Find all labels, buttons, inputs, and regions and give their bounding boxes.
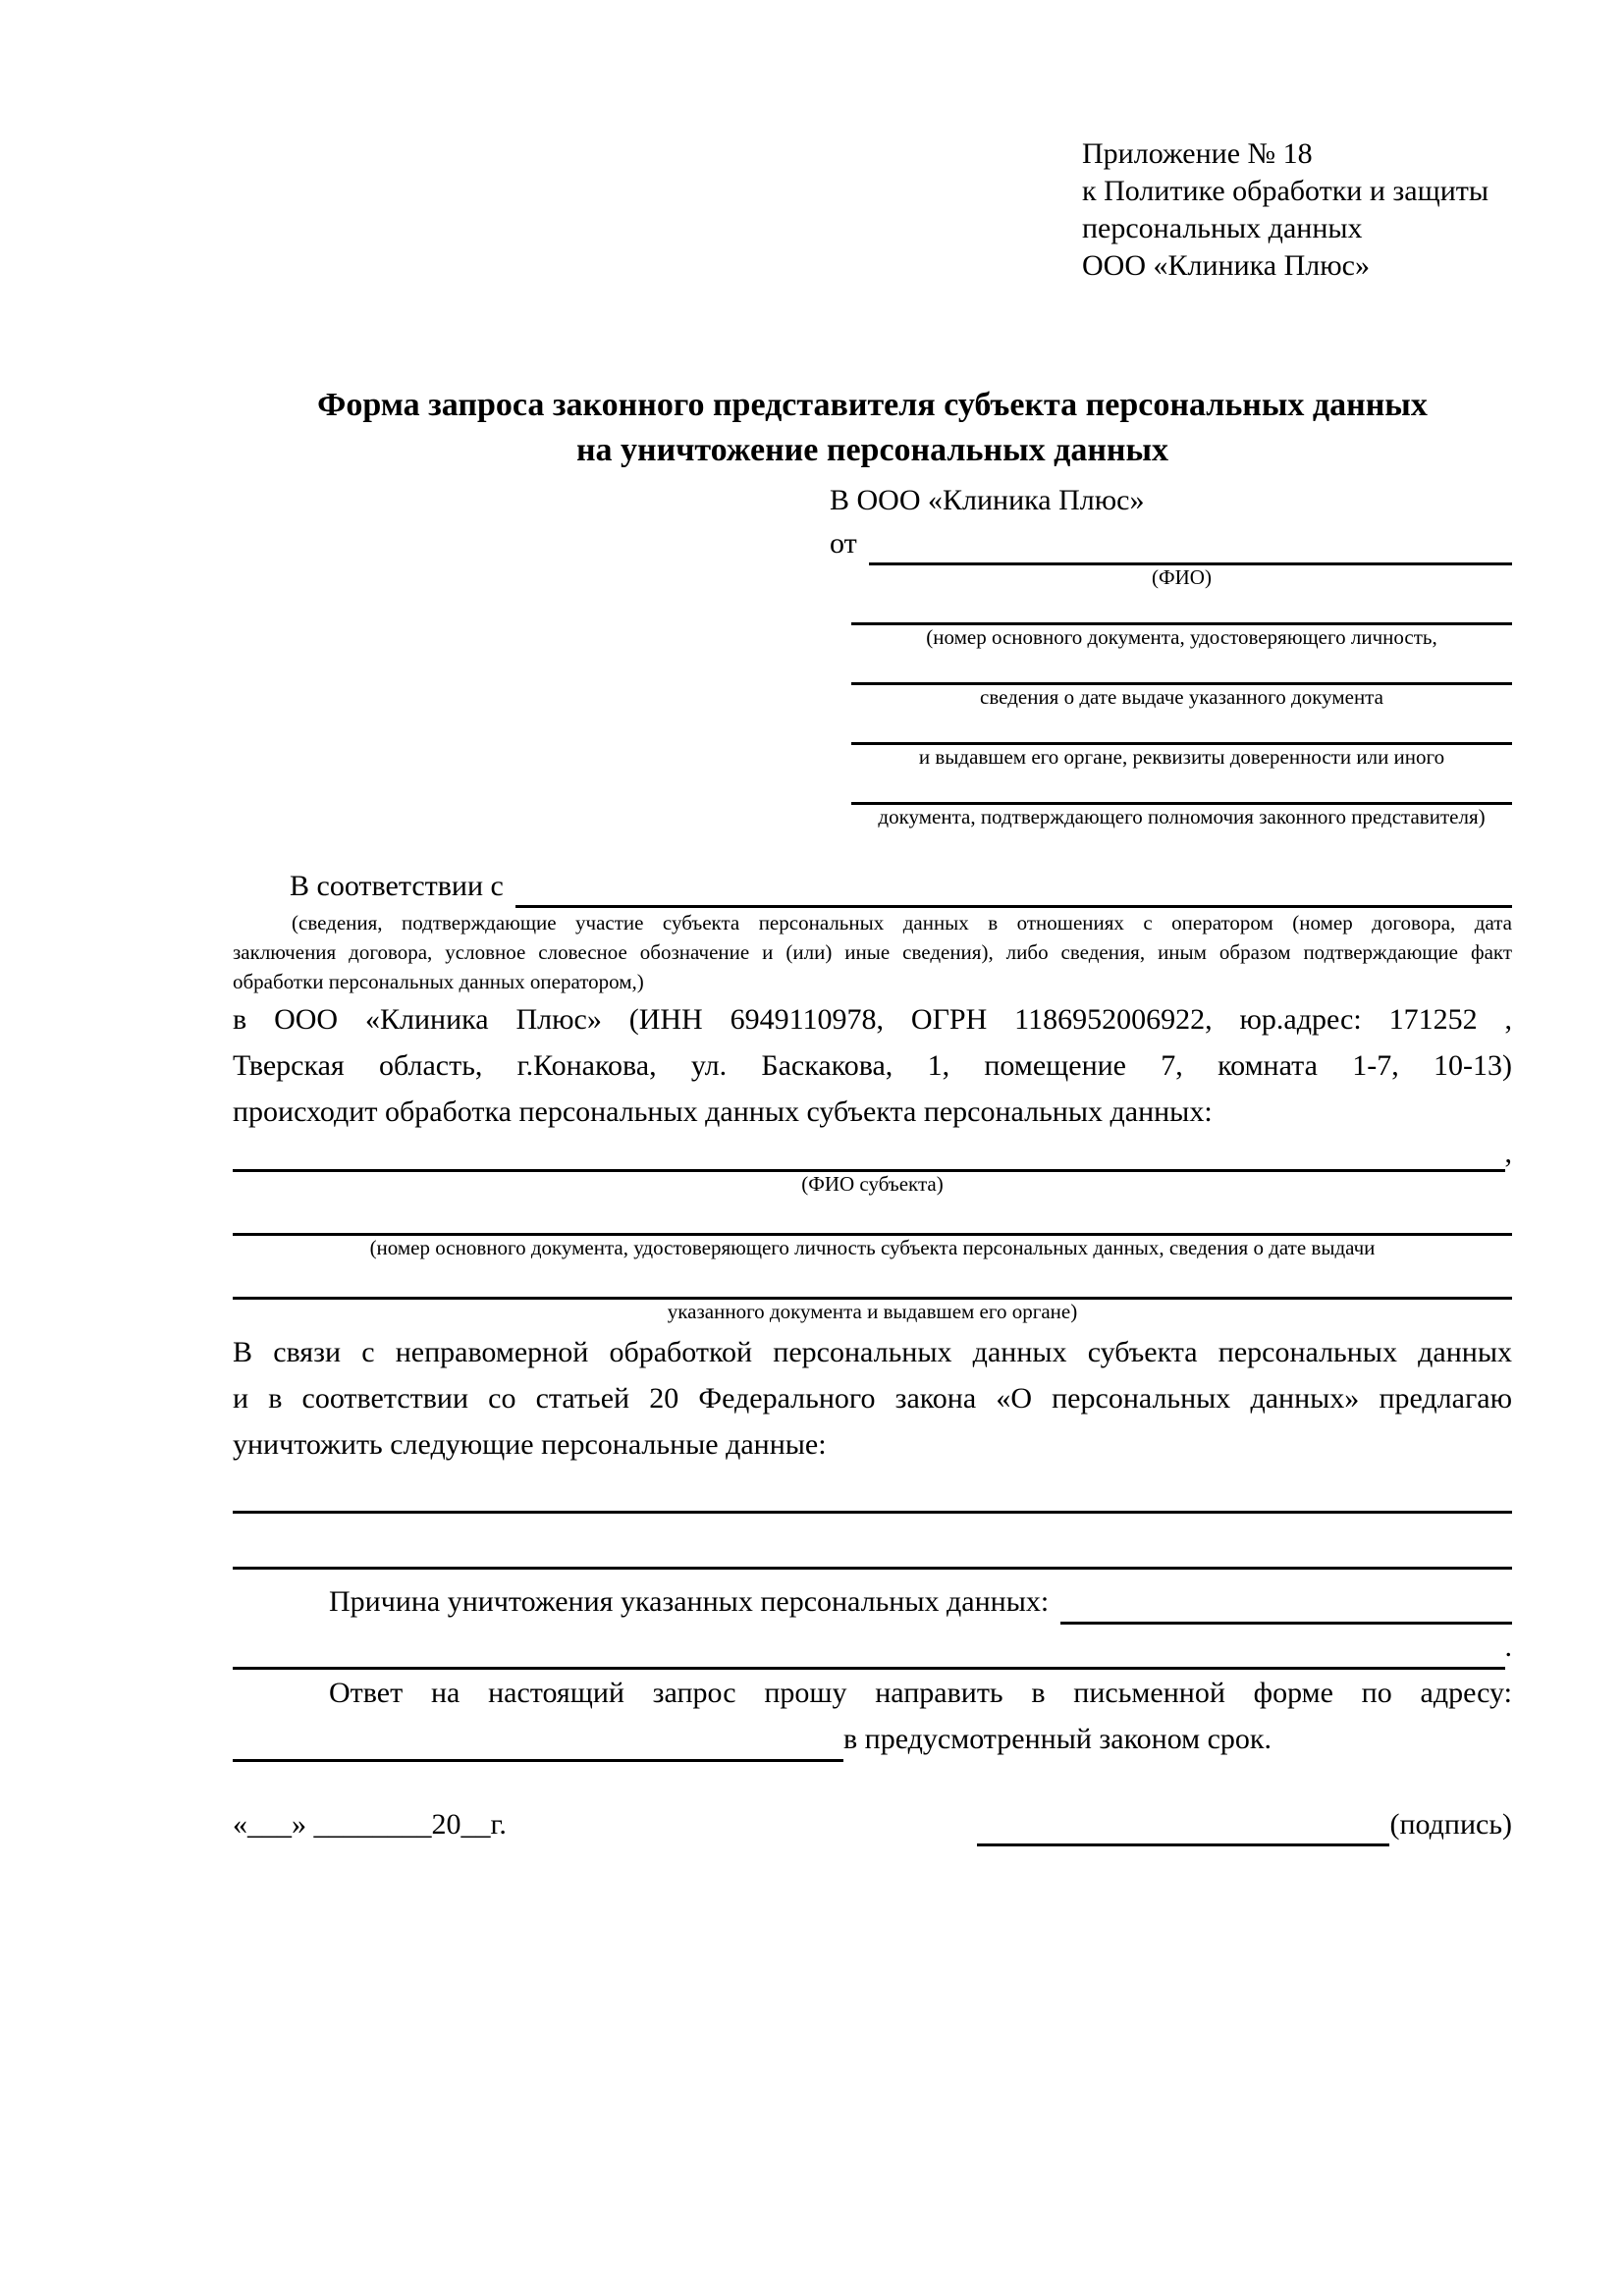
reason-label: Причина уничтожения указанных персональных данных: [329,1585,1050,1618]
blank-field-data-to-destroy-2[interactable] [233,1514,1512,1570]
blank-field-reply-address[interactable] [233,1716,843,1762]
blank-field-reason[interactable] [1060,1579,1512,1625]
blank-field-authority-document[interactable] [851,769,1512,805]
blank-field-subject-fio[interactable] [233,1135,1505,1172]
appendix-header-line-1: Приложение № 18 [1082,137,1313,170]
reply-lead-line: Ответ на настоящий запрос прошу направить в письменной форме по адресу: [329,1677,1512,1709]
reason-row-2 [233,1625,1512,1670]
demand-paragraph-line-3: уничтожить следующие персональные данные: [233,1428,827,1461]
demand-paragraph-line-2: и в соответствии со статьей 20 Федерального закона «О персональных данных» предлагаю [233,1382,1512,1415]
operator-paragraph [233,996,1512,1135]
form-title-line-2: на уничтожение персональных данных [575,432,1169,468]
blank-field-data-to-destroy-1[interactable] [233,1468,1512,1514]
operator-paragraph-line-2: Тверская область, г.Конакова, ул. Баскакова, 1, помещение 7, комната 1-7, 10-13) [233,1049,1512,1082]
demand-paragraph [233,1329,1512,1468]
caption-issuing-authority: и выдавшем его органе, реквизиты доверенности или иного [918,745,1445,769]
blank-field-signature[interactable] [977,1806,1389,1846]
signature-block [977,1803,1512,1846]
accordance-lead: В соответствии с [290,870,504,902]
appendix-header-line-4: ООО «Клиника Плюс» [1082,249,1370,282]
blank-field-reason-2[interactable] [233,1625,1505,1670]
appendix-header [1082,135,1512,285]
signature-row [233,1803,1512,1846]
appendix-header-line-3: персональных данных [1082,212,1363,244]
blank-field-processing-basis[interactable] [515,864,1512,908]
blank-field-id-document[interactable] [851,589,1512,625]
date-field[interactable]: «___» ________20__г. [233,1808,507,1841]
reply-tail: в предусмотренный законом срок. [843,1723,1272,1755]
caption-representative-fio: (ФИО) [1152,565,1212,589]
reason-row [233,1579,1512,1625]
from-row [830,522,1512,565]
reply-address-row [233,1716,1512,1762]
blank-field-issuing-authority[interactable] [851,709,1512,745]
caption-id-document: (номер основного документа, удостоверяющего личность, [926,625,1437,649]
appendix-header-line-2: к Политике обработки и защиты [1082,175,1489,207]
form-title [233,383,1512,473]
fine-print-line-1: (сведения, подтверждающие участие субъекта персональных данных в отношениях с оператором (номер договора, дата [292,911,1512,934]
blank-field-subject-id-document-2[interactable] [233,1259,1512,1300]
caption-subject-id-document-2: указанного документа и выдавшем его органе) [667,1300,1078,1323]
demand-paragraph-line-1: В связи с неправомерной обработкой персональных данных субъекта персональных данных [233,1336,1512,1368]
caption-authority-document: документа, подтверждающего полномочия законного представителя) [878,805,1486,828]
fine-print-line-3: обработки персональных данных оператором,) [233,970,644,993]
from-label: от [830,527,857,560]
blank-field-issue-date[interactable] [851,649,1512,685]
caption-subject-fio: (ФИО субъекта) [801,1172,944,1196]
blank-field-representative-fio[interactable] [869,522,1512,565]
reason-period: . [1504,1630,1512,1663]
subject-fio-row [233,1135,1512,1172]
caption-subject-id-document-1: (номер основного документа, удостоверяющего личность субъекта персональных данных, сведения о дате выдачи [369,1236,1376,1259]
blank-field-subject-id-document[interactable] [233,1196,1512,1236]
subject-comma: , [1504,1137,1512,1169]
operator-paragraph-line-3: происходит обработка персональных данных субъекта персональных данных: [233,1095,1213,1128]
accordance-row [233,864,1512,908]
operator-paragraph-line-1: в ООО «Клиника Плюс» (ИНН 6949110978, ОГРН 1186952006922, юр.адрес: 171252 , [233,1003,1512,1036]
fine-print-line-2: заключения договора, условное словесное обозначение и (или) иные сведения), либо сведения, иным образом подтверждающие факт [233,940,1512,964]
form-title-line-1: Форма запроса законного представителя субъекта персональных данных [317,387,1428,423]
fine-print-note [233,908,1512,996]
addressee-org: В ООО «Клиника Плюс» [830,484,1145,516]
caption-issue-date: сведения о дате выдаче указанного документа [980,685,1383,709]
signature-caption: (подпись) [1389,1808,1512,1841]
